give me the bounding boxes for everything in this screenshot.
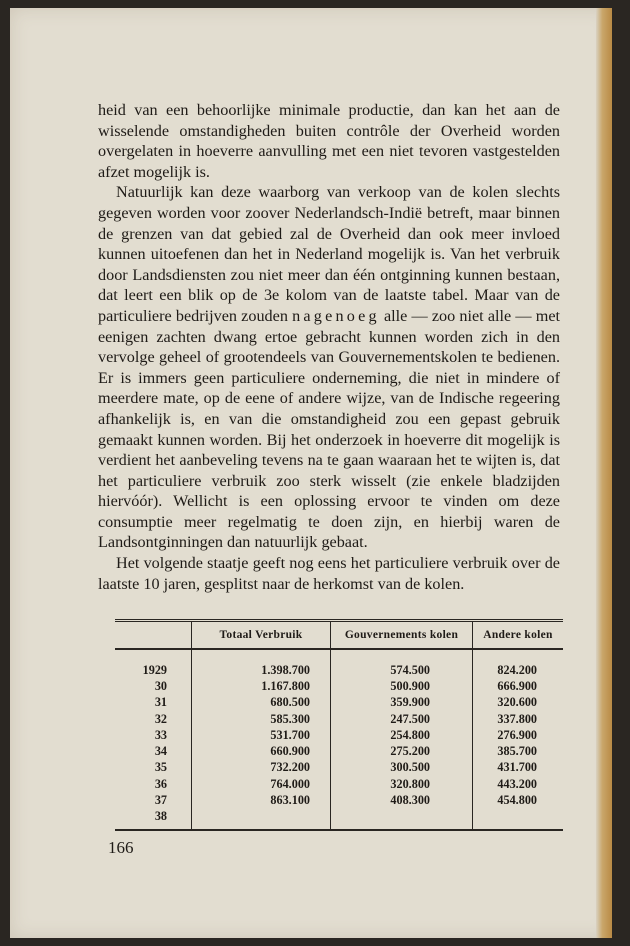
paragraph-2 [98, 182, 560, 553]
cell-total [192, 809, 331, 830]
header-total: Totaal Verbruik [192, 621, 331, 650]
table-row [115, 727, 563, 743]
header-year [115, 621, 192, 650]
cell-total: 680.500 [192, 695, 331, 711]
cell-total: 1.398.700 [192, 649, 331, 678]
cell-government: 408.300 [331, 792, 473, 808]
cell-total: 732.200 [192, 760, 331, 776]
header-government: Gouvernements kolen [331, 621, 473, 650]
table-row [115, 809, 563, 830]
cell-total: 1.167.800 [192, 678, 331, 694]
cell-government: 500.900 [331, 678, 473, 694]
cell-other: 431.700 [473, 760, 564, 776]
cell-other: 824.200 [473, 649, 564, 678]
cell-year: 36 [154, 776, 167, 791]
cell-government: 254.800 [331, 727, 473, 743]
paragraph-2-end: alle — zoo niet alle — met eenigen zachten dwang ertoe gebracht kunnen worden zich in den vervolge geheel of grootendeels van Gouvernementskolen te bedienen. Er is immers geen particuliere onderneming, die niet in mindere of meerdere mate, op de eene of andere wijze, van de Indische regeering afhankelijk is, en van die omstandigheid zou een gepast gebruik gemaakt kunnen worden. Bij het onderzoek in hoeverre dit mogelijk is verdient het aanbeveling tevens na te gaan waaraan het te wijten is, dat het particuliere verbruik zoo sterk wisselt (zie enkele bladzijden hiervóór). Wellicht is een oplossing ervoor te vinden om deze consumptie meer regelmatig te doen zijn, en hierbij waren de Landsontginningen dan natuurlijk gebaat. [98, 306, 561, 552]
table-row [115, 695, 563, 711]
paragraph-2-start: Natuurlijk kan deze waarborg van verkoop van de kolen slechts gegeven worden voor zoover Nederlandsch-Indië betreft, maar binnen de grenzen van dat gebied zal de Overheid dan ook meer invloed kunnen uitoefenen dan het in Nederland mogelijk is. Van het verbruik door Landsdiensten zou niet meer dan één ontginning kunnen bestaan, dat leert een blik op de 3e kolom van de laatste tabel. Maar van de particuliere bedrijven zouden [98, 183, 560, 325]
cell-other: 666.900 [473, 678, 564, 694]
cell-government: 574.500 [331, 649, 473, 678]
cell-total: 531.700 [192, 727, 331, 743]
cell-total: 660.900 [192, 743, 331, 759]
cell-other: 443.200 [473, 776, 564, 792]
cell-year: 35 [154, 760, 167, 775]
table-row [115, 760, 563, 776]
cell-year: 37 [154, 793, 167, 808]
cell-government: 359.900 [331, 695, 473, 711]
cell-government: 300.500 [331, 760, 473, 776]
table-row [115, 792, 563, 808]
table-row [115, 743, 563, 759]
table-bottom-rule [115, 830, 563, 831]
body-text [98, 100, 560, 594]
consumption-table [115, 619, 563, 831]
table-row [115, 678, 563, 694]
cell-year: 38 [154, 809, 167, 824]
cell-year: 34 [154, 744, 167, 759]
cell-other: 337.800 [473, 711, 564, 727]
cell-government [331, 809, 473, 830]
book-page [10, 8, 612, 938]
paragraph-1: heid van een behoorlijke minimale productie, dan kan het aan de wisselende omstandigheden buiten contrôle der Overheid worden overgelaten in hoeverre aanvulling met een niet tevoren vastgestelden afzet mogelijk is. [98, 101, 560, 181]
cell-year: 32 [154, 711, 167, 726]
cell-other: 320.600 [473, 695, 564, 711]
cell-year: 31 [154, 695, 167, 710]
cell-other: 454.800 [473, 792, 564, 808]
table-row [115, 776, 563, 792]
cell-government: 320.800 [331, 776, 473, 792]
page-spine [596, 8, 612, 938]
cell-government: 247.500 [331, 711, 473, 727]
table-header-row [115, 621, 563, 650]
cell-total: 585.300 [192, 711, 331, 727]
paragraph-3: Het volgende staatje geeft nog eens het particuliere verbruik over de laatste 10 jaren, gesplitst naar de herkomst van de kolen. [98, 554, 560, 593]
table-row [115, 649, 563, 678]
cell-total: 863.100 [192, 792, 331, 808]
spaced-word: nagenoeg [292, 306, 380, 325]
cell-year: 30 [154, 678, 167, 693]
page-number: 166 [108, 838, 134, 857]
cell-year: 1929 [142, 662, 167, 677]
cell-total: 764.000 [192, 776, 331, 792]
cell-other [473, 809, 564, 830]
cell-year: 33 [154, 727, 167, 742]
cell-other: 385.700 [473, 743, 564, 759]
table-row [115, 711, 563, 727]
cell-other: 276.900 [473, 727, 564, 743]
header-other: Andere kolen [473, 621, 564, 650]
cell-government: 275.200 [331, 743, 473, 759]
